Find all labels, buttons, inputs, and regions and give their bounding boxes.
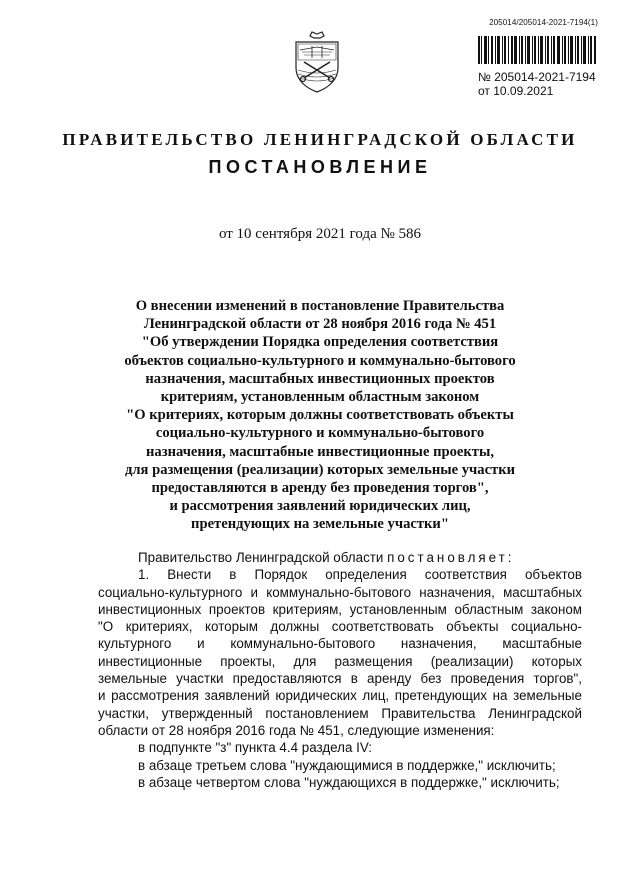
body-line: в абзаце третьем слова "нуждающимися в поддержке," исключить; [138,757,556,773]
body-line: и рассмотрения заявлений юридических лиц, претендующих на земельные [98,688,582,704]
subject-line: предоставляются в аренду без проведения торгов", [151,480,489,497]
body-line: в подпункте "з" пункта 4.4 раздела IV: [138,740,373,756]
body-line: инвестиционные проекты, для размещения (реализации) которых [98,653,582,669]
subject-line: и рассмотрения заявлений юридических лиц, [169,498,471,515]
registration-date: от 10.09.2021 [478,84,554,98]
subject-line: назначения, масштабные инвестиционные проекты, [146,443,494,460]
body-line: участки, утвержденный постановлением Правительства Ленинградской [98,705,582,721]
subject-line: претендующих на земельные участки" [191,516,449,533]
subject-line: для размещения (реализации) которых земельные участки [124,461,516,478]
subject-line: О внесении изменений в постановление Правительства [135,298,505,314]
registration-number: № 205014-2021-7194 [478,70,596,84]
document-subject [80,297,560,534]
body-line: "О критериях, которым должны соответствовать объекты социально- [98,619,582,635]
document-date-number: от 10 сентября 2021 года № 586 [218,226,422,242]
body-line: в абзаце четвертом слова "нуждающихся в поддержке," исключить; [138,774,560,790]
body-line: социально-культурного и коммунально-бытового назначения, масштабных [98,584,582,600]
resolution-body [98,549,582,791]
subject-line: "О критериях, которым должны соответствовать объекты [126,407,514,424]
document-type: ПОСТАНОВЛЕНИЕ [208,157,432,177]
subject-line: объектов социально-культурного и коммунально-бытового [124,352,516,369]
body-line: области от 28 ноября 2016 года № 451, следующие изменения: [98,722,495,738]
body-line: земельные участки предоставляются в аренду без проведения торгов", [98,671,582,687]
registration-block [478,70,596,98]
subject-line: "Об утверждении Порядка определения соответствия [141,334,499,351]
subject-line: Ленинградской области от 28 ноября 2016 года № 451 [143,316,497,333]
subject-line: социально-культурного и коммунально-бытового [155,425,485,442]
resolution-intro [98,549,582,566]
intro-keyword: постановляет: [387,550,515,565]
body-line: инвестиционных проектов критериям, установленным областным законом [98,601,582,617]
government-title: ПРАВИТЕЛЬСТВО ЛЕНИНГРАДСКОЙ ОБЛАСТИ [62,130,578,149]
body-line: культурного и коммунально-бытового назначения, масштабные [98,636,582,652]
body-line: 1. Внести в Порядок определения соответствия объектов [138,567,582,583]
barcode [478,36,596,64]
intro-text: Правительство Ленинградской области [138,550,388,565]
document-code: 205014/205014-2021-7194(1) [489,18,598,27]
coat-of-arms-icon [290,30,344,94]
subject-line: критериям, установленным областным законом [160,389,480,406]
subject-line: назначения, масштабных инвестиционных проектов [145,370,495,387]
